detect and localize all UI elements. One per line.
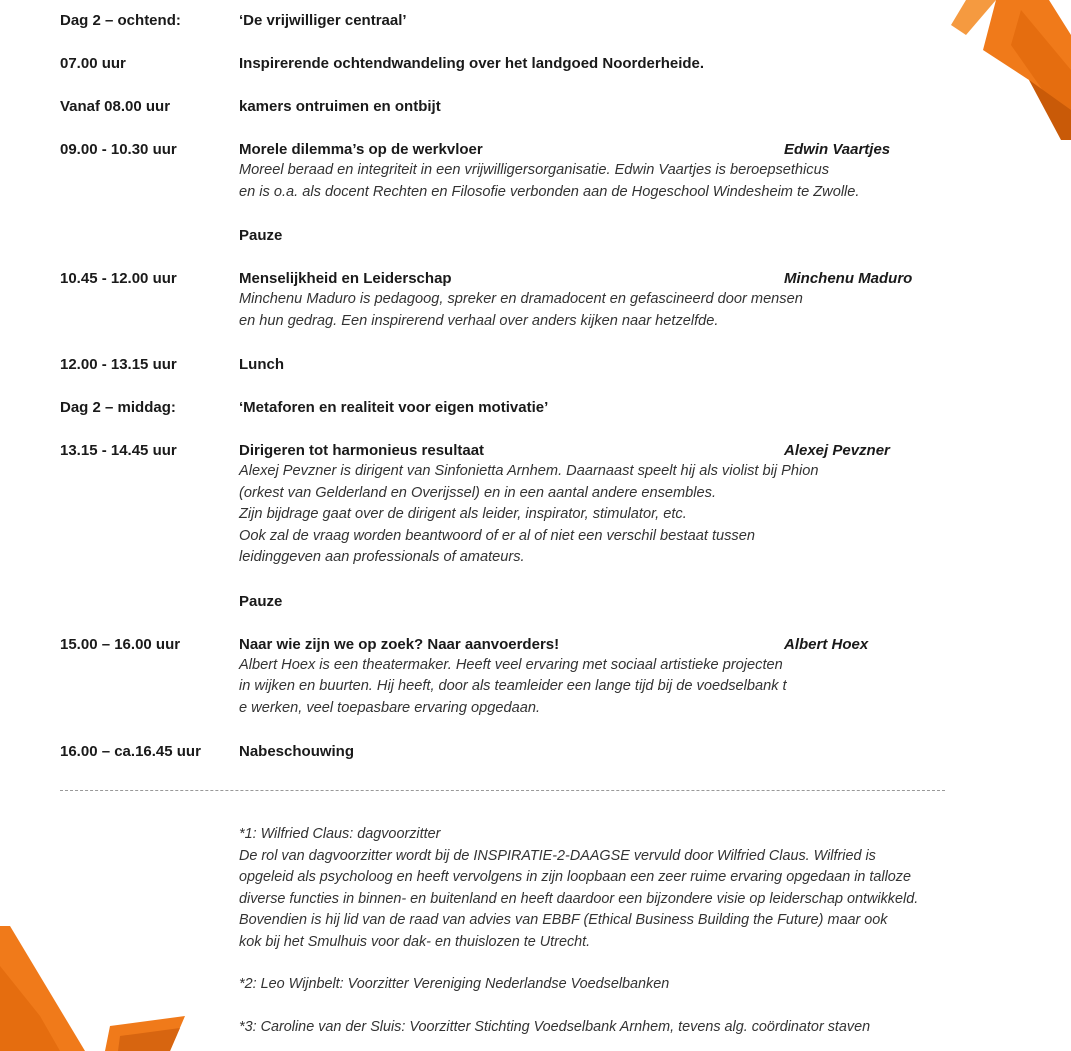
schedule-time: 12.00 - 13.15 uur xyxy=(60,356,177,373)
orange-ribbon-bottom-left xyxy=(0,926,200,1051)
session-description xyxy=(239,289,990,332)
footnote-line: Bovendien is hij lid van de raad van advies van EBBF (Ethical Business Building the Future) maar ook xyxy=(239,912,888,928)
schedule-title: Nabeschouwing xyxy=(239,743,355,760)
footnote-1 xyxy=(239,824,1059,953)
schedule-title: Morele dilemma’s op de werkvloer xyxy=(239,141,483,158)
program-schedule xyxy=(60,10,990,762)
schedule-time: 09.00 - 10.30 uur xyxy=(60,141,177,158)
schedule-title: Inspirerende ochtendwandeling over het landgoed Noorderheide. xyxy=(239,55,705,72)
schedule-title: ‘Metaforen en realiteit voor eigen motivatie’ xyxy=(239,399,549,416)
schedule-title: Lunch xyxy=(239,356,284,373)
session-description xyxy=(239,160,990,203)
description-line: Moreel beraad en integriteit in een vrijwilligersorganisatie. Edwin Vaartjes is beroepsethicus xyxy=(239,162,829,178)
speaker-name: Alexej Pevzner xyxy=(784,442,890,459)
schedule-time: 16.00 – ca.16.45 uur xyxy=(60,743,201,760)
footnote-2 xyxy=(239,974,1059,996)
schedule-time: Dag 2 – middag: xyxy=(60,399,176,416)
footnote-line: *2: Leo Wijnbelt: Voorzitter Vereniging Nederlandse Voedselbanken xyxy=(239,976,670,992)
schedule-time: Dag 2 – ochtend: xyxy=(60,12,181,29)
schedule-title: Pauze xyxy=(239,592,283,610)
schedule-row-breakfast xyxy=(60,96,990,117)
description-line: in wijken en buurten. Hij heeft, door als teamleider een lange tijd bij de voedselbank t xyxy=(239,678,787,694)
footnote-line: *1: Wilfried Claus: dagvoorzitter xyxy=(239,826,441,842)
schedule-title: Menselijkheid en Leiderschap xyxy=(239,270,452,287)
dashed-divider xyxy=(60,790,945,791)
schedule-time: Vanaf 08.00 uur xyxy=(60,98,171,115)
schedule-title: Naar wie zijn we op zoek? Naar aanvoerders! xyxy=(239,635,560,653)
schedule-row-moral-dilemmas xyxy=(60,139,990,203)
description-line: Alexej Pevzner is dirigent van Sinfonietta Arnhem. Daarnaast speelt hij als violist bij Phion xyxy=(239,463,819,479)
speaker-name: Edwin Vaartjes xyxy=(784,141,891,158)
schedule-title: ‘De vrijwilliger centraal’ xyxy=(239,12,407,29)
description-line: Albert Hoex is een theatermaker. Heeft veel ervaring met sociaal artistieke projecten xyxy=(239,656,783,673)
session-description xyxy=(239,655,990,720)
schedule-row-break-2 xyxy=(60,591,990,612)
footnote-3 xyxy=(239,1017,1059,1039)
schedule-row-morning-walk xyxy=(60,53,990,74)
description-line: e werken, veel toepasbare ervaring opgedaan. xyxy=(239,699,540,716)
footnote-line: *3: Caroline van der Sluis: Voorzitter Stichting Voedselbank Arnhem, tevens alg. coördinator staven xyxy=(239,1018,871,1035)
description-line: leidinggeven aan professionals of amateurs. xyxy=(239,549,525,565)
footnote-line: De rol van dagvoorzitter wordt bij de INSPIRATIE-2-DAAGSE vervuld door Wilfried Claus. Wilfried is xyxy=(239,847,876,864)
footnote-line: diverse functies in binnen- en buitenland en heeft daardoor een bijzondere visie op leiderschap ontwikkeld. xyxy=(239,890,919,907)
description-line: Zijn bijdrage gaat over de dirigent als leider, inspirator, stimulator, etc. xyxy=(239,506,687,522)
speaker-name: Albert Hoex xyxy=(784,635,869,653)
schedule-time: 15.00 – 16.00 uur xyxy=(60,635,181,653)
schedule-title: Dirigeren tot harmonieus resultaat xyxy=(239,442,485,459)
schedule-row-leaders xyxy=(60,634,990,720)
schedule-row-day2-afternoon xyxy=(60,397,990,418)
schedule-row-lunch xyxy=(60,354,990,375)
schedule-row-break-1 xyxy=(60,225,990,246)
description-line: en is o.a. als docent Rechten en Filosofie verbonden aan de Hogeschool Windesheim te Zwolle. xyxy=(239,183,860,200)
footnote-line: opgeleid als psycholoog en heeft vervolgens in zijn loopbaan een zeer ruime ervaring opgedaan in talloze xyxy=(239,869,912,885)
schedule-time: 07.00 uur xyxy=(60,55,126,72)
description-line: (orkest van Gelderland en Overijssel) en in een aantal andere ensembles. xyxy=(239,484,716,501)
session-description xyxy=(239,461,990,569)
schedule-row-day2-morning xyxy=(60,10,990,31)
schedule-title: kamers ontruimen en ontbijt xyxy=(239,98,441,115)
description-line: en hun gedrag. Een inspirerend verhaal over anders kijken naar hetzelfde. xyxy=(239,312,719,329)
schedule-time: 13.15 - 14.45 uur xyxy=(60,442,177,459)
description-line: Ook zal de vraag worden beantwoord of er al of niet een verschil bestaat tussen xyxy=(239,527,755,544)
footnotes xyxy=(239,824,1059,1038)
schedule-time: 10.45 - 12.00 uur xyxy=(60,270,177,287)
schedule-row-conducting xyxy=(60,440,990,569)
schedule-row-reflection xyxy=(60,741,990,762)
footnote-line: kok bij het Smulhuis voor dak- en thuislozen te Utrecht. xyxy=(239,933,591,950)
schedule-row-humanity-leadership xyxy=(60,268,990,332)
description-line: Minchenu Maduro is pedagoog, spreker en dramadocent en gefascineerd door mensen xyxy=(239,291,803,307)
schedule-title: Pauze xyxy=(239,227,283,244)
speaker-name: Minchenu Maduro xyxy=(784,270,913,287)
